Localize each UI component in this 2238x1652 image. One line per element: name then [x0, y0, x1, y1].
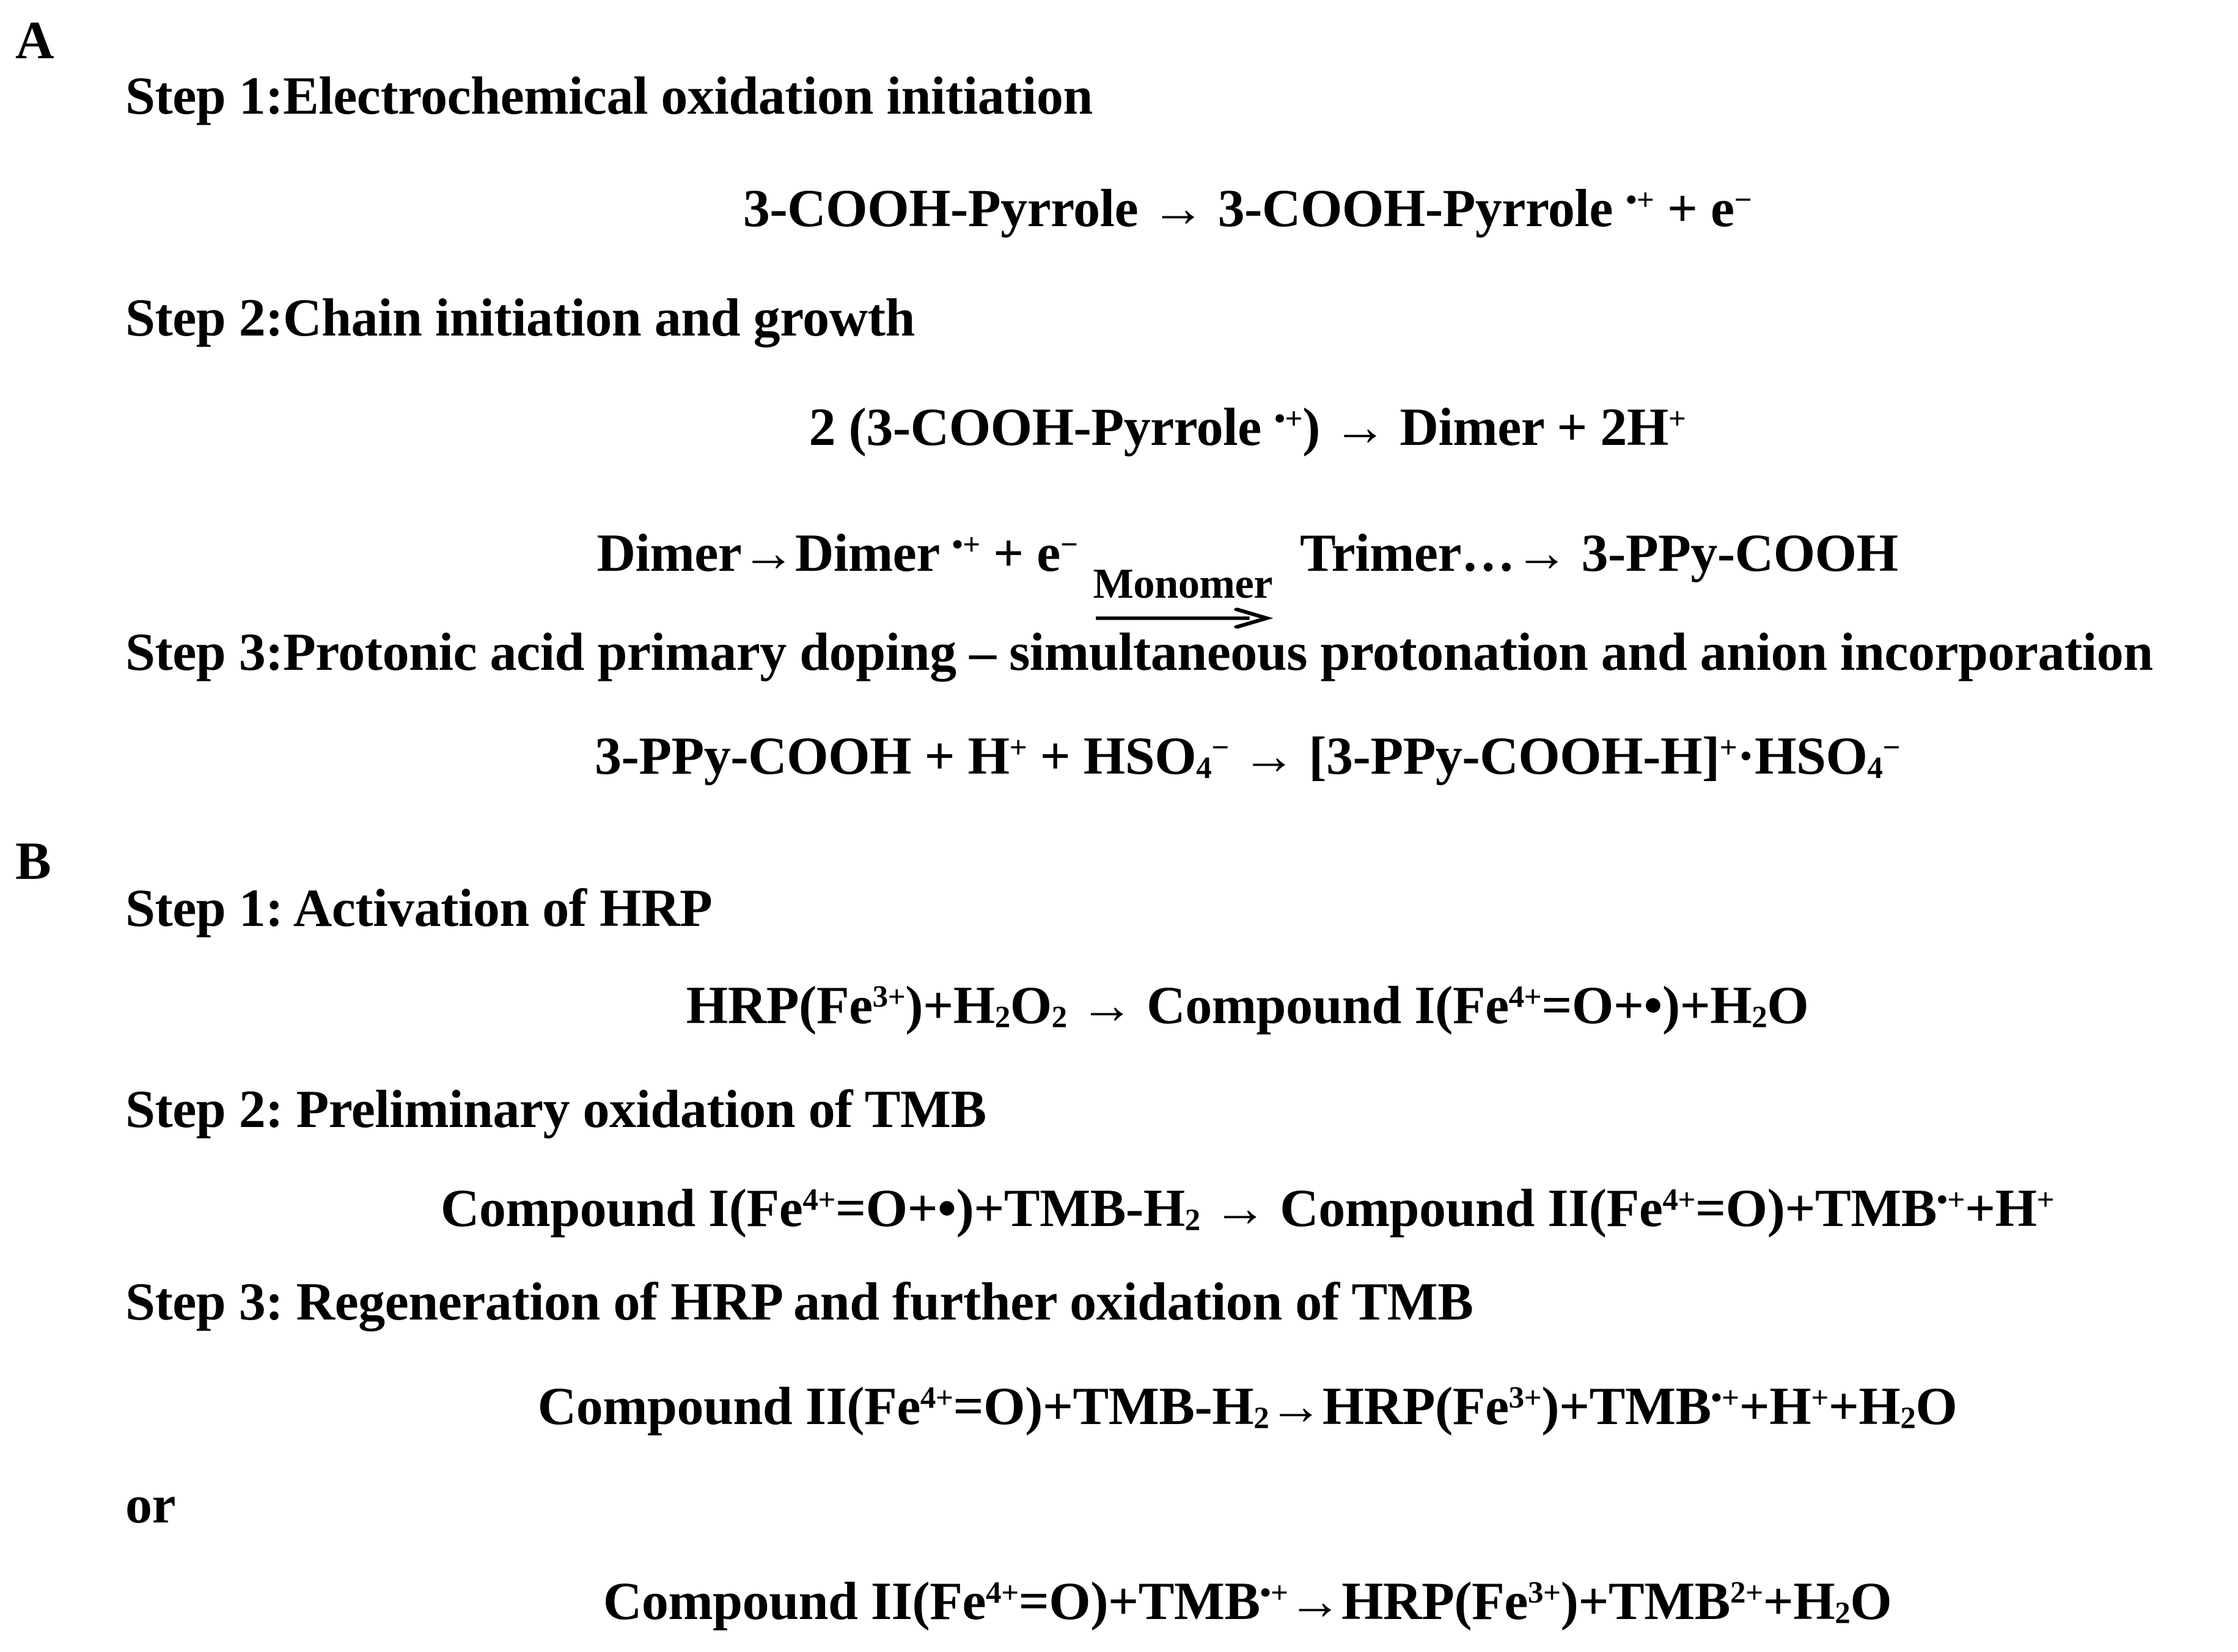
superscript: −	[1060, 527, 1078, 562]
superscript: 3+	[1527, 1576, 1561, 1610]
equation-a1: 3-COOH-Pyrrole → 3-COOH-Pyrrole •+ + e−	[743, 179, 1752, 238]
superscript: •+	[1711, 1381, 1739, 1415]
subscript: 2	[994, 1000, 1010, 1035]
superscript: −	[1211, 730, 1229, 765]
superscript: +	[1811, 1381, 1829, 1415]
labeled-reaction-arrow	[1090, 562, 1276, 630]
equation-b1-activation: $HRP(Fe^{3+})+H2O2$ → Compound $I(Fe^{4+}=O+•)+H2O$	[686, 976, 1809, 1035]
reaction-arrow-label: Monomer	[1093, 560, 1273, 608]
step-b3-heading: Step 3: Regeneration of HRP and further oxidation of TMB	[125, 1272, 1473, 1332]
superscript: −	[1882, 730, 1901, 765]
superscript: 2+	[1730, 1576, 1763, 1610]
superscript: •+	[1260, 1576, 1288, 1610]
superscript: 4+	[1508, 980, 1542, 1015]
superscript: 4+	[920, 1381, 953, 1415]
superscript: •+	[1626, 183, 1654, 218]
subscript: 2	[1184, 1203, 1200, 1238]
equation-a2-chain-growth: Dimer→Dimer •+ + e− Monomer Trimer…→ 3-PPy-COOH	[257, 527, 2238, 630]
subscript: 2	[1900, 1401, 1916, 1436]
equation-b3-regeneration: Compound $II(Fe^{4+}=O)+TMB-H2\to HRP(Fe^{3+})+TMB^{•+}+H^++H2O$	[537, 1377, 1957, 1436]
subscript: 4	[1867, 751, 1883, 786]
superscript: 4+	[1662, 1183, 1695, 1217]
subscript: 2	[1835, 1596, 1851, 1631]
step-a3-heading: Step 3:Protonic acid primary doping – simultaneous protonation and anion incorporation	[125, 623, 2153, 682]
equation-a2-dimerization: 2 (3-COOH-Pyrrole •+) → Dimer + 2H+	[809, 398, 1686, 457]
superscript: •+	[1937, 1183, 1965, 1217]
equation-b4-alternative: Compound $II(Fe^{4+}=O)+TMB^{•+}\to HRP(Fe^{3+})+TMB^{2+}+H2O$	[603, 1572, 1892, 1631]
superscript: •+	[952, 527, 980, 562]
subscript: 2	[1051, 1000, 1067, 1035]
subscript: 2	[1253, 1401, 1269, 1436]
superscript: −	[1734, 183, 1752, 218]
panel-a-label: A	[15, 11, 54, 70]
superscript: +	[1668, 402, 1686, 436]
superscript: +	[1009, 730, 1027, 765]
step-b2-heading: Step 2: Preliminary oxidation of TMB	[125, 1080, 986, 1139]
equation-b2-oxidation: Compound $I(Fe^{4+}=O+•)+TMB-H2$ → Compound $II(Fe^{4+}=O)+TMB^{•+}+H^+$	[440, 1179, 2055, 1238]
step-a2-heading: Step 2:Chain initiation and growth	[125, 288, 915, 348]
panel-b-label: B	[15, 832, 51, 891]
subscript: 4	[1196, 751, 1212, 786]
superscript: +	[1719, 730, 1737, 765]
superscript: 3+	[1508, 1381, 1542, 1415]
superscript: 3+	[872, 980, 906, 1015]
superscript: •+	[1274, 402, 1303, 436]
superscript: 4+	[802, 1183, 835, 1217]
equation-a3-doping: 3-PPy-COOH + H+ + HSO4− → [3-PPy-COOH-H]+·HSO4−	[594, 727, 1901, 786]
step-b1-heading: Step 1: Activation of HRP	[125, 879, 713, 938]
subscript: 2	[1752, 1000, 1767, 1035]
step-a1-heading: Step 1:Electrochemical oxidation initiation	[125, 67, 1093, 126]
superscript: +	[2036, 1183, 2055, 1217]
superscript: 4+	[986, 1576, 1019, 1610]
or-connector-label: or	[125, 1475, 176, 1535]
